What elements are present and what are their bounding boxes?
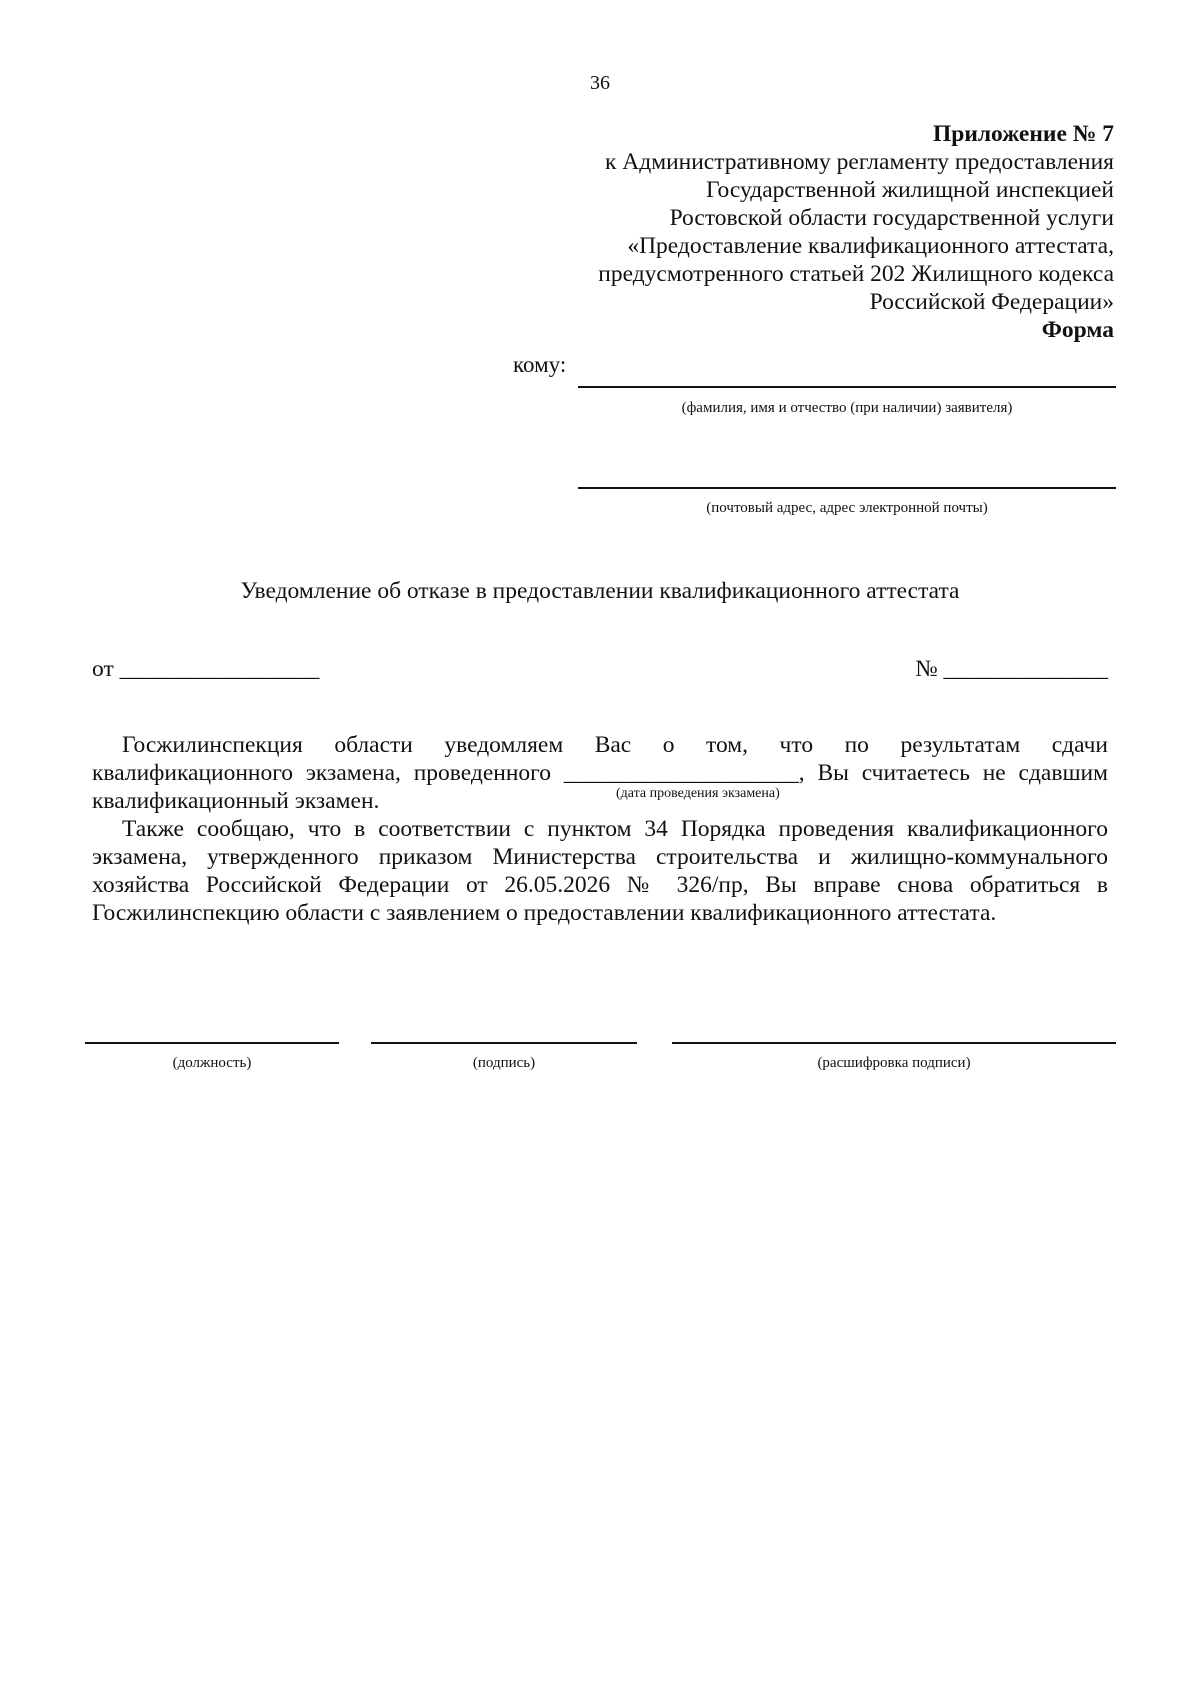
- signature-decoding-caption: (расшифровка подписи): [817, 1055, 971, 1071]
- appendix-heading: Приложение № 7: [932, 121, 1114, 147]
- appendix-header: [494, 120, 1114, 344]
- appendix-line: к Административному регламенту предоставления: [604, 149, 1114, 175]
- signature-line: [371, 1042, 637, 1044]
- paragraph-2: Также сообщаю, что в соответствии с пунктом 34 Порядка проведения квалификационного экзамена, утвержденного приказом Министерства строительства и жилищно-коммунального хозяйства Российской Федерации от 26.05.2026 № 326/пр, Вы вправе снова обратиться в Госжилинспекцию области с заявлением о предоставлении квалификационного аттестата.: [92, 816, 1108, 926]
- recipient-name-caption: (фамилия, имя и отчество (при наличии) заявителя): [681, 400, 1013, 416]
- paragraph-1-line-3: квалификационный экзамен.: [92, 788, 380, 814]
- appendix-line: «Предоставление квалификационного аттестата,: [627, 233, 1114, 259]
- paragraph-1-line-1: Госжилинспекция области уведомляем Вас о том, что по результатам сдачи: [122, 732, 1108, 758]
- recipient-label: кому:: [513, 352, 567, 377]
- appendix-line: Ростовской области государственной услуги: [669, 205, 1114, 231]
- recipient-address-caption: (почтовый адрес, адрес электронной почты): [706, 500, 988, 516]
- appendix-line: предусмотренного статьей 202 Жилищного кодекса: [598, 261, 1114, 287]
- position-caption: (должность): [172, 1055, 252, 1071]
- recipient-name-line: [578, 386, 1116, 388]
- document-title: Уведомление об отказе в предоставлении квалификационного аттестата: [240, 578, 960, 604]
- recipient-address-line: [578, 487, 1116, 489]
- date-field: от _________________: [92, 656, 320, 682]
- appendix-line: Государственной жилищной инспекцией: [706, 177, 1114, 203]
- page-number: 36: [590, 72, 610, 94]
- paragraph-1-line-2: квалификационного экзамена, проведенного ____________________, Вы считаетесь не сдавшим: [92, 760, 1108, 786]
- exam-date-caption: (дата проведения экзамена): [616, 786, 780, 801]
- signature-decoding-line: [672, 1042, 1116, 1044]
- form-label: Форма: [1041, 317, 1114, 343]
- position-line: [85, 1042, 339, 1044]
- signature-caption: (подпись): [472, 1055, 536, 1071]
- number-field: № ______________: [915, 656, 1108, 682]
- appendix-line: Российской Федерации»: [869, 289, 1114, 315]
- paragraph-1: [92, 731, 1108, 815]
